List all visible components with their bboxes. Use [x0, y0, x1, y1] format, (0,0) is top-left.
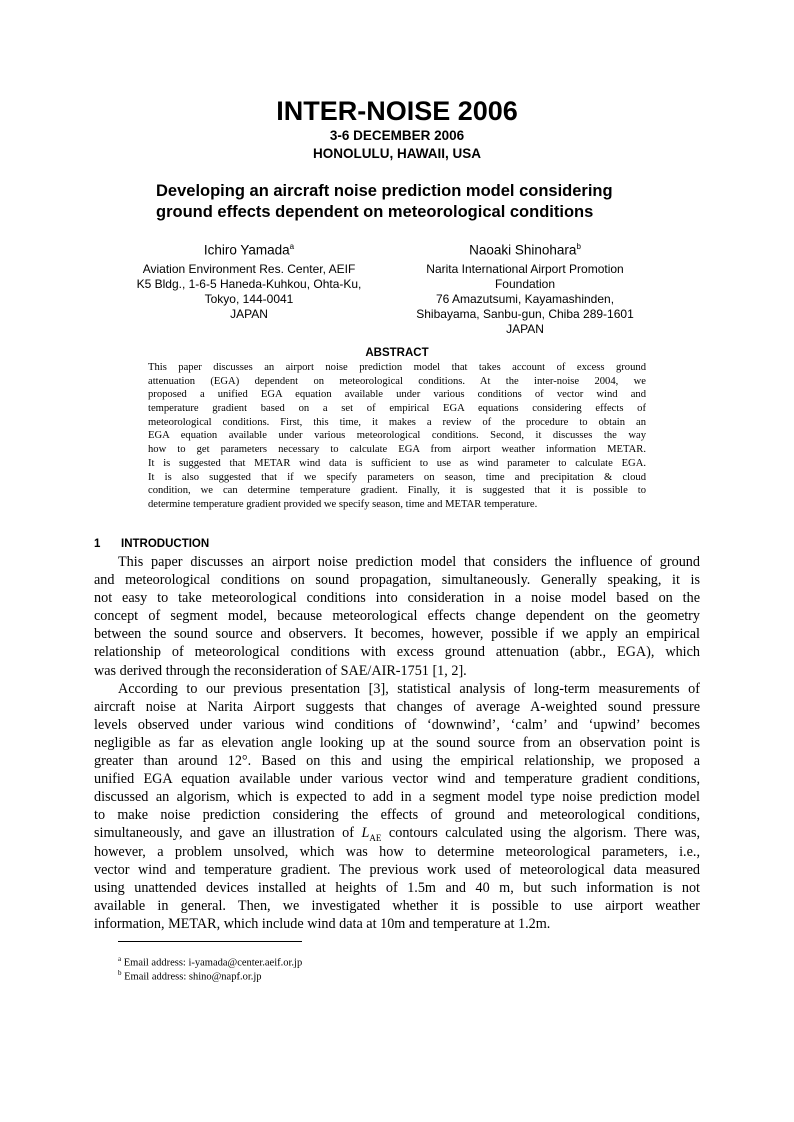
author-block	[380, 238, 670, 337]
affiliation-line: JAPAN	[506, 321, 544, 336]
body-line: levels observed under various wind conditions of ‘downwind’, ‘calm’ and ‘upwind’ becomes	[94, 716, 700, 733]
body-line: was derived through the reconsideration of SAE/AIR-1751 [1, 2].	[94, 662, 467, 679]
affiliation-line: Shibayama, Sanbu-gun, Chiba 289-1601	[416, 306, 634, 321]
abstract-line: proposed a unified EGA equation available under various conditions of vector wind and	[148, 389, 646, 401]
abstract-line: It is suggested that METAR wind data is sufficient to use as wind parameter to calculate EGA.	[148, 457, 646, 469]
body-line: greater than around 12°. Based on this and using the empirical relationship, we proposed a	[94, 753, 700, 770]
affiliation-line: K5 Bldg., 1-6-5 Haneda-Kuhkou, Ohta-Ku,	[136, 276, 362, 291]
affiliation-line: Foundation	[494, 276, 556, 291]
abstract-heading: ABSTRACT	[365, 347, 429, 359]
affiliation-line: Tokyo, 144-0041	[204, 291, 294, 306]
paper-title-line: ground effects dependent on meteorological conditions	[156, 203, 594, 221]
footnote-text: Email address: shino@napf.or.jp	[124, 971, 262, 983]
author-marker: a	[289, 242, 295, 251]
abstract-line: how to get parameters necessary to calculate EGA from airport weather information METAR.	[148, 444, 646, 456]
affiliation-line: 76 Amazutsumi, Kayamashinden,	[435, 291, 615, 306]
abstract-line: It is also suggested that if we specify parameters on season, time and precipitation & cloud	[148, 471, 646, 483]
abstract-body	[148, 361, 646, 512]
lae-symbol: L	[361, 825, 370, 842]
section-number: 1	[94, 538, 101, 550]
body-line: available in general. Then, we investigated whether it is possible to use airport weather	[94, 897, 700, 914]
body-line: not easy to take meteorological conditions into consideration in a noise model based on the	[94, 590, 700, 607]
abstract-line: determine temperature gradient provided we specify season, time and METAR temperature.	[148, 498, 538, 510]
body-line: vector wind and temperature gradient. The previous work used of meteorological data measured	[94, 861, 700, 878]
affiliation-line: JAPAN	[230, 306, 268, 321]
body-line: however, a problem unsolved, which was how to determine meteorological parameters, i.e.,	[94, 843, 700, 860]
footnote-marker: b	[118, 969, 122, 977]
lae-subscript: AE	[369, 833, 382, 843]
conference-dates: 3-6 DECEMBER 2006	[329, 128, 465, 143]
section-heading	[94, 537, 209, 551]
body-line: concept of segment model, because meteorological effects change dependent on the geometry	[94, 608, 700, 625]
section-body	[94, 553, 700, 933]
author-marker: b	[576, 242, 581, 251]
body-line: to make noise prediction considering the effects of ground and meteorological conditions,	[94, 807, 700, 824]
body-line: information, METAR, which include wind data at 10m and temperature at 1.2m.	[94, 915, 551, 932]
body-line: between the sound source and observers. It becomes, however, possible if we apply an empirical	[94, 626, 700, 643]
conference-location: HONOLULU, HAWAII, USA	[313, 146, 481, 161]
abstract-line: temperature gradient based on a set of empirical EGA equations considering effects of	[148, 403, 646, 415]
author-block	[114, 238, 384, 322]
section-title: INTRODUCTION	[121, 538, 210, 550]
abstract-line: meteorological conditions. First, this time, it makes a review of the procedure to obtain an	[148, 416, 646, 428]
body-line: This paper discusses an airport noise prediction model that considers the influence of ground	[118, 554, 700, 570]
author-name: Naoaki Shinohara$^b$	[469, 242, 581, 258]
footnote	[118, 967, 262, 984]
body-line: negligible as far as elevation angle looking up at the sound source from an observation point is	[94, 734, 700, 751]
body-line: According to our previous presentation [3], statistical analysis of long-term measurements of	[118, 680, 700, 697]
footnote-marker: a	[118, 955, 122, 963]
affiliation-line: Aviation Environment Res. Center, AEIF	[142, 261, 356, 276]
paper-title	[156, 181, 696, 223]
body-line: discussed an algorism, which is expected to add in a segment model type noise prediction model	[94, 789, 700, 806]
body-line: relationship of meteorological conditions with excess ground attenuation (abbr., EGA), which	[94, 644, 700, 661]
abstract-line: condition, we can determine temperature gradient. Finally, it is suggested that it is possible to	[148, 485, 646, 497]
author-name: Ichiro Yamada$^a$	[203, 242, 295, 258]
footnote-text: Email address: i-yamada@center.aeif.or.jp	[123, 957, 303, 969]
body-line: using unattended devices installed at heights of 1.5m and 40 m, but such information is not	[94, 879, 700, 896]
abstract-line: attenuation (EGA) dependent on meteorological conditions. At the inter-noise 2004, we	[148, 375, 646, 387]
paper-title-line: Developing an aircraft noise prediction model considering	[156, 182, 613, 200]
body-line: simultaneously, and gave an illustration of $L_{AE}$ contours calculated using the algorism. There was,	[94, 825, 700, 843]
abstract-line: This paper discusses an airport noise prediction model that takes account of excess ground	[148, 362, 646, 373]
body-line: and meteorological conditions on sound propagation, simultaneously. Generally speaking, it is	[94, 572, 700, 589]
abstract-line: EGA equation available under various meteorological conditions. Second, it discusses the way	[148, 430, 646, 442]
body-line: aircraft noise at Narita Airport suggests that changes of average A-weighted sound pressure	[94, 698, 700, 715]
footnote-divider	[118, 941, 302, 942]
body-line: unified EGA equation available under various vector wind and temperature gradient conditions,	[94, 771, 700, 788]
conference-title: INTER-NOISE 2006	[276, 96, 518, 126]
affiliation-line: Narita International Airport Promotion	[426, 261, 624, 276]
